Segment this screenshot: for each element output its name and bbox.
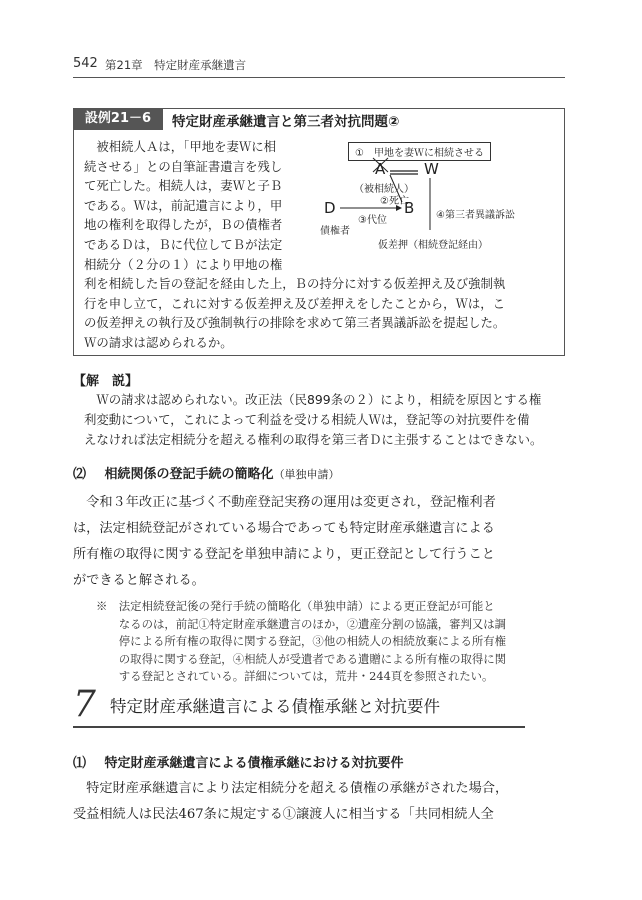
page-number: 542 (73, 56, 98, 71)
case-line: 続させる」との自筆証書遺言を残し (84, 158, 283, 174)
kaisetsu-line: 利変動について，これによって利益を受ける相続人Ｗは，登記等の対抗要件を備 (84, 412, 530, 427)
bequest-box: ① 甲地を妻Ｗに相続させる (348, 142, 491, 161)
node-a: A (375, 160, 386, 178)
case-tab: 設例21－6 (73, 108, 163, 130)
death-label: ②死亡 (380, 196, 409, 207)
case-line: Ｗの請求は認められるか。 (84, 335, 233, 350)
kaisetsu-line: Ｗの請求は認められない。改正法（民899条の２）により，相続を原因とする権 (84, 392, 542, 407)
case-title: 特定財産承継遺言と第三者対抗問題② (172, 114, 400, 130)
relationship-diagram (318, 138, 558, 258)
chapter-header: 第21章 特定財産承継遺言 (105, 58, 247, 72)
section-7-1-heading (73, 752, 404, 771)
section-7-1-number: ⑴ (73, 756, 87, 771)
section-2-heading (73, 463, 340, 482)
note-line: ※ 法定相続登記後の発行手続の簡略化（単独申請）による更正登記が可能と (96, 599, 495, 613)
node-b: B (404, 199, 415, 217)
kaisetsu-line: えなければ法定相続分を超える権利の取得を第三者Ｄに主張することはできない。 (84, 432, 543, 447)
case-line: 被相続人Ａは，「甲地を妻Ｗに相 (84, 139, 277, 154)
note-line: 停による所有権の取得に関する登記，③他の相続人の相続放棄による所有権 (96, 634, 507, 649)
section-2-subtitle: （単独申請） (273, 468, 340, 481)
case-line: て死亡した。相続人は，妻Ｗと子Ｂ (84, 178, 283, 194)
case-line: の仮差押えの執行及び強制執行の排除を求めて第三者異議訴訟を提起した。 (84, 315, 506, 331)
section-2-title: 相続関係の登記手続の簡略化 (104, 467, 274, 482)
section-7-number: 7 (73, 684, 96, 725)
section-7-1-body-line: 受益相続人は民法467条に規定する①譲渡人に相当する「共同相続人全 (73, 807, 494, 822)
node-w: W (424, 160, 439, 178)
section-2-body-line: ができると解される。 (73, 573, 205, 588)
case-line: であるＤは，Ｂに代位してＢが法定 (84, 237, 283, 252)
case-line: 地の権利を取得したが，Ｂの債権者 (84, 217, 283, 233)
section-7-rule (73, 726, 525, 728)
kaisetsu-heading: 【解 説】 (73, 374, 139, 389)
section-2-body-line: 令和３年改正に基づく不動産登記実務の運用は変更され，登記権利者 (73, 495, 496, 510)
section-2-body-line: 所有権の取得に関する登記を単独申請により，更正登記として行うこと (73, 547, 495, 562)
node-d: D (324, 199, 336, 217)
case-line: 相続分（２分の１）により甲地の権 (84, 256, 283, 272)
case-line: 行を申し立て，これに対する仮差押え及び差押えをしたことから，Ｗは，こ (84, 295, 506, 311)
note-line: する登記とされている。詳細については，荒井・244頁を参照されたい。 (96, 669, 494, 684)
case-line: である。Ｗは，前記遺言により，甲 (84, 197, 283, 213)
a-caption: （被相続人） (354, 184, 414, 195)
note-line: の取得に関する登記，④相続人が受遺者である遺贈による所有権の取得に関 (96, 651, 507, 666)
section-7-title: 特定財産承継遺言による債権承継と対抗要件 (110, 697, 440, 716)
header-rule (73, 77, 565, 78)
section-2-number: ⑵ (73, 467, 87, 482)
creditor-label: 債権者 (320, 226, 350, 237)
subrogation-label: ③代位 (358, 215, 387, 226)
note-line: なるのは，前記①特定財産承継遺言のほか，②遺産分割の協議，審判又は調 (96, 616, 507, 631)
case-line: 利を相続した旨の登記を経由した上，Ｂの持分に対する仮差押え及び強制執 (84, 276, 506, 292)
section-7-1-title: 特定財産承継遺言による債権承継における対抗要件 (104, 756, 404, 771)
third-party-suit-label: ④第三者異議訴訟 (436, 210, 515, 221)
attachment-label: 仮差押（相続登記経由） (378, 240, 488, 251)
section-2-body-line: は，法定相続登記がされている場合であっても特定財産承継遺言による (73, 521, 495, 536)
section-7-1-body-line: 特定財産承継遺言により法定相続分を超える債権の承継がされた場合， (73, 781, 509, 796)
